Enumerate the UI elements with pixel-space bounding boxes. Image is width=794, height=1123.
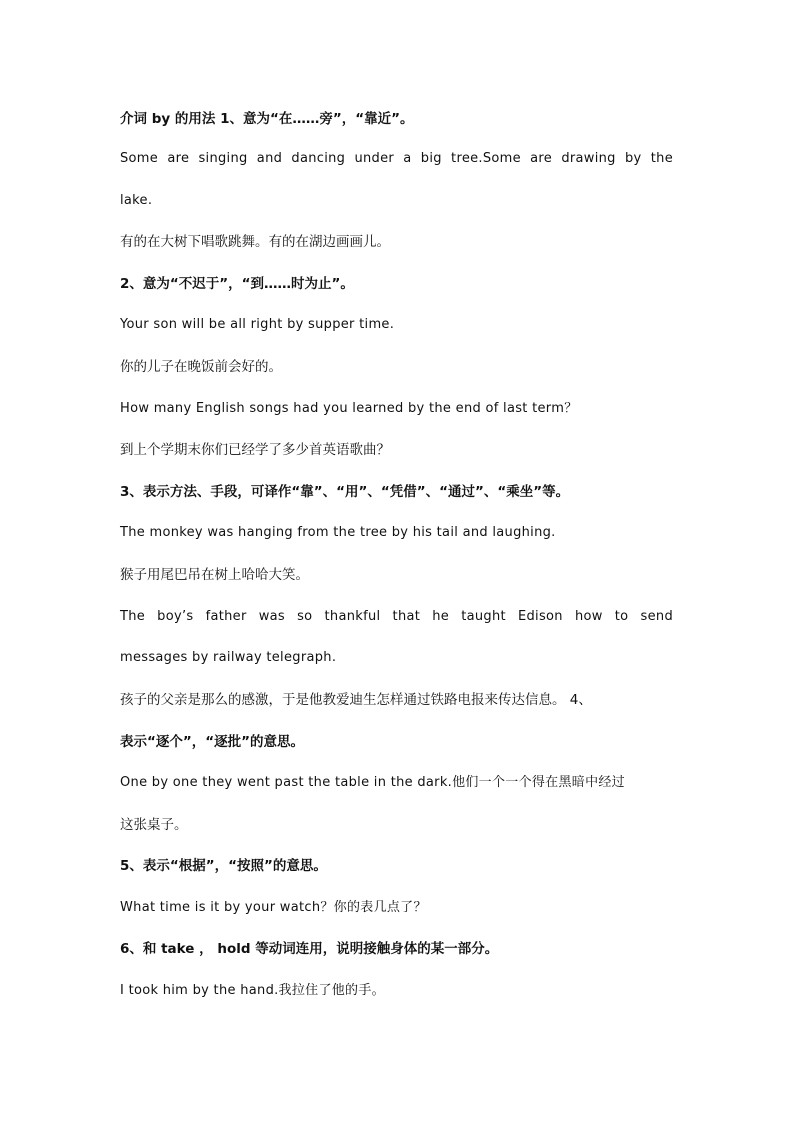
section-heading-3: 3、表示方法、手段，可译作“靠”、“用”、“凭借”、“通过”、“乘坐”等。 — [120, 484, 570, 500]
example-sentence: The boy’s father was so thankful that he taught Edison how to send — [120, 609, 673, 624]
example-sentence: lake. — [120, 193, 153, 208]
section-heading-4: 表示“逐个”，“逐批”的意思。 — [120, 734, 304, 750]
translation-line: 有的在大树下唱歌跳舞。有的在湖边画画儿。 — [120, 234, 390, 250]
section-heading-1: 介词 by 的用法 1、意为“在……旁”，“靠近”。 — [120, 111, 414, 127]
example-sentence: Some are singing and dancing under a big tree.Some are drawing by the — [120, 151, 673, 166]
translation-line: 你的儿子在晚饭前会好的。 — [120, 359, 282, 375]
example-sentence: The monkey was hanging from the tree by his tail and laughing. — [120, 525, 556, 540]
section-heading-5: 5、表示“根据”，“按照”的意思。 — [120, 858, 327, 874]
example-sentence: Your son will be all right by supper time. — [120, 317, 395, 332]
section-heading-6: 6、和 take ， hold 等动词连用，说明接触身体的某一部分。 — [120, 941, 499, 957]
translation-line: 这张桌子。 — [120, 817, 188, 833]
example-sentence: How many English songs had you learned by the end of last term？ — [120, 401, 578, 416]
example-sentence: I took him by the hand.我拉住了他的手。 — [120, 983, 385, 998]
translation-line: 猴子用尾巴吊在树上哈哈大笑。 — [120, 567, 309, 583]
translation-line: 到上个学期末你们已经学了多少首英语歌曲？ — [120, 442, 390, 458]
example-sentence: messages by railway telegraph. — [120, 650, 337, 665]
section-heading-2: 2、意为“不迟于”，“到……时为止”。 — [120, 276, 354, 292]
translation-line: 孩子的父亲是那么的感激，于是他教爱迪生怎样通过铁路电报来传达信息。 4、 — [120, 692, 592, 708]
example-sentence: What time is it by your watch？你的表几点了？ — [120, 900, 427, 915]
example-sentence: One by one they went past the table in the dark.他们一个一个得在黑暗中经过 — [120, 775, 625, 790]
